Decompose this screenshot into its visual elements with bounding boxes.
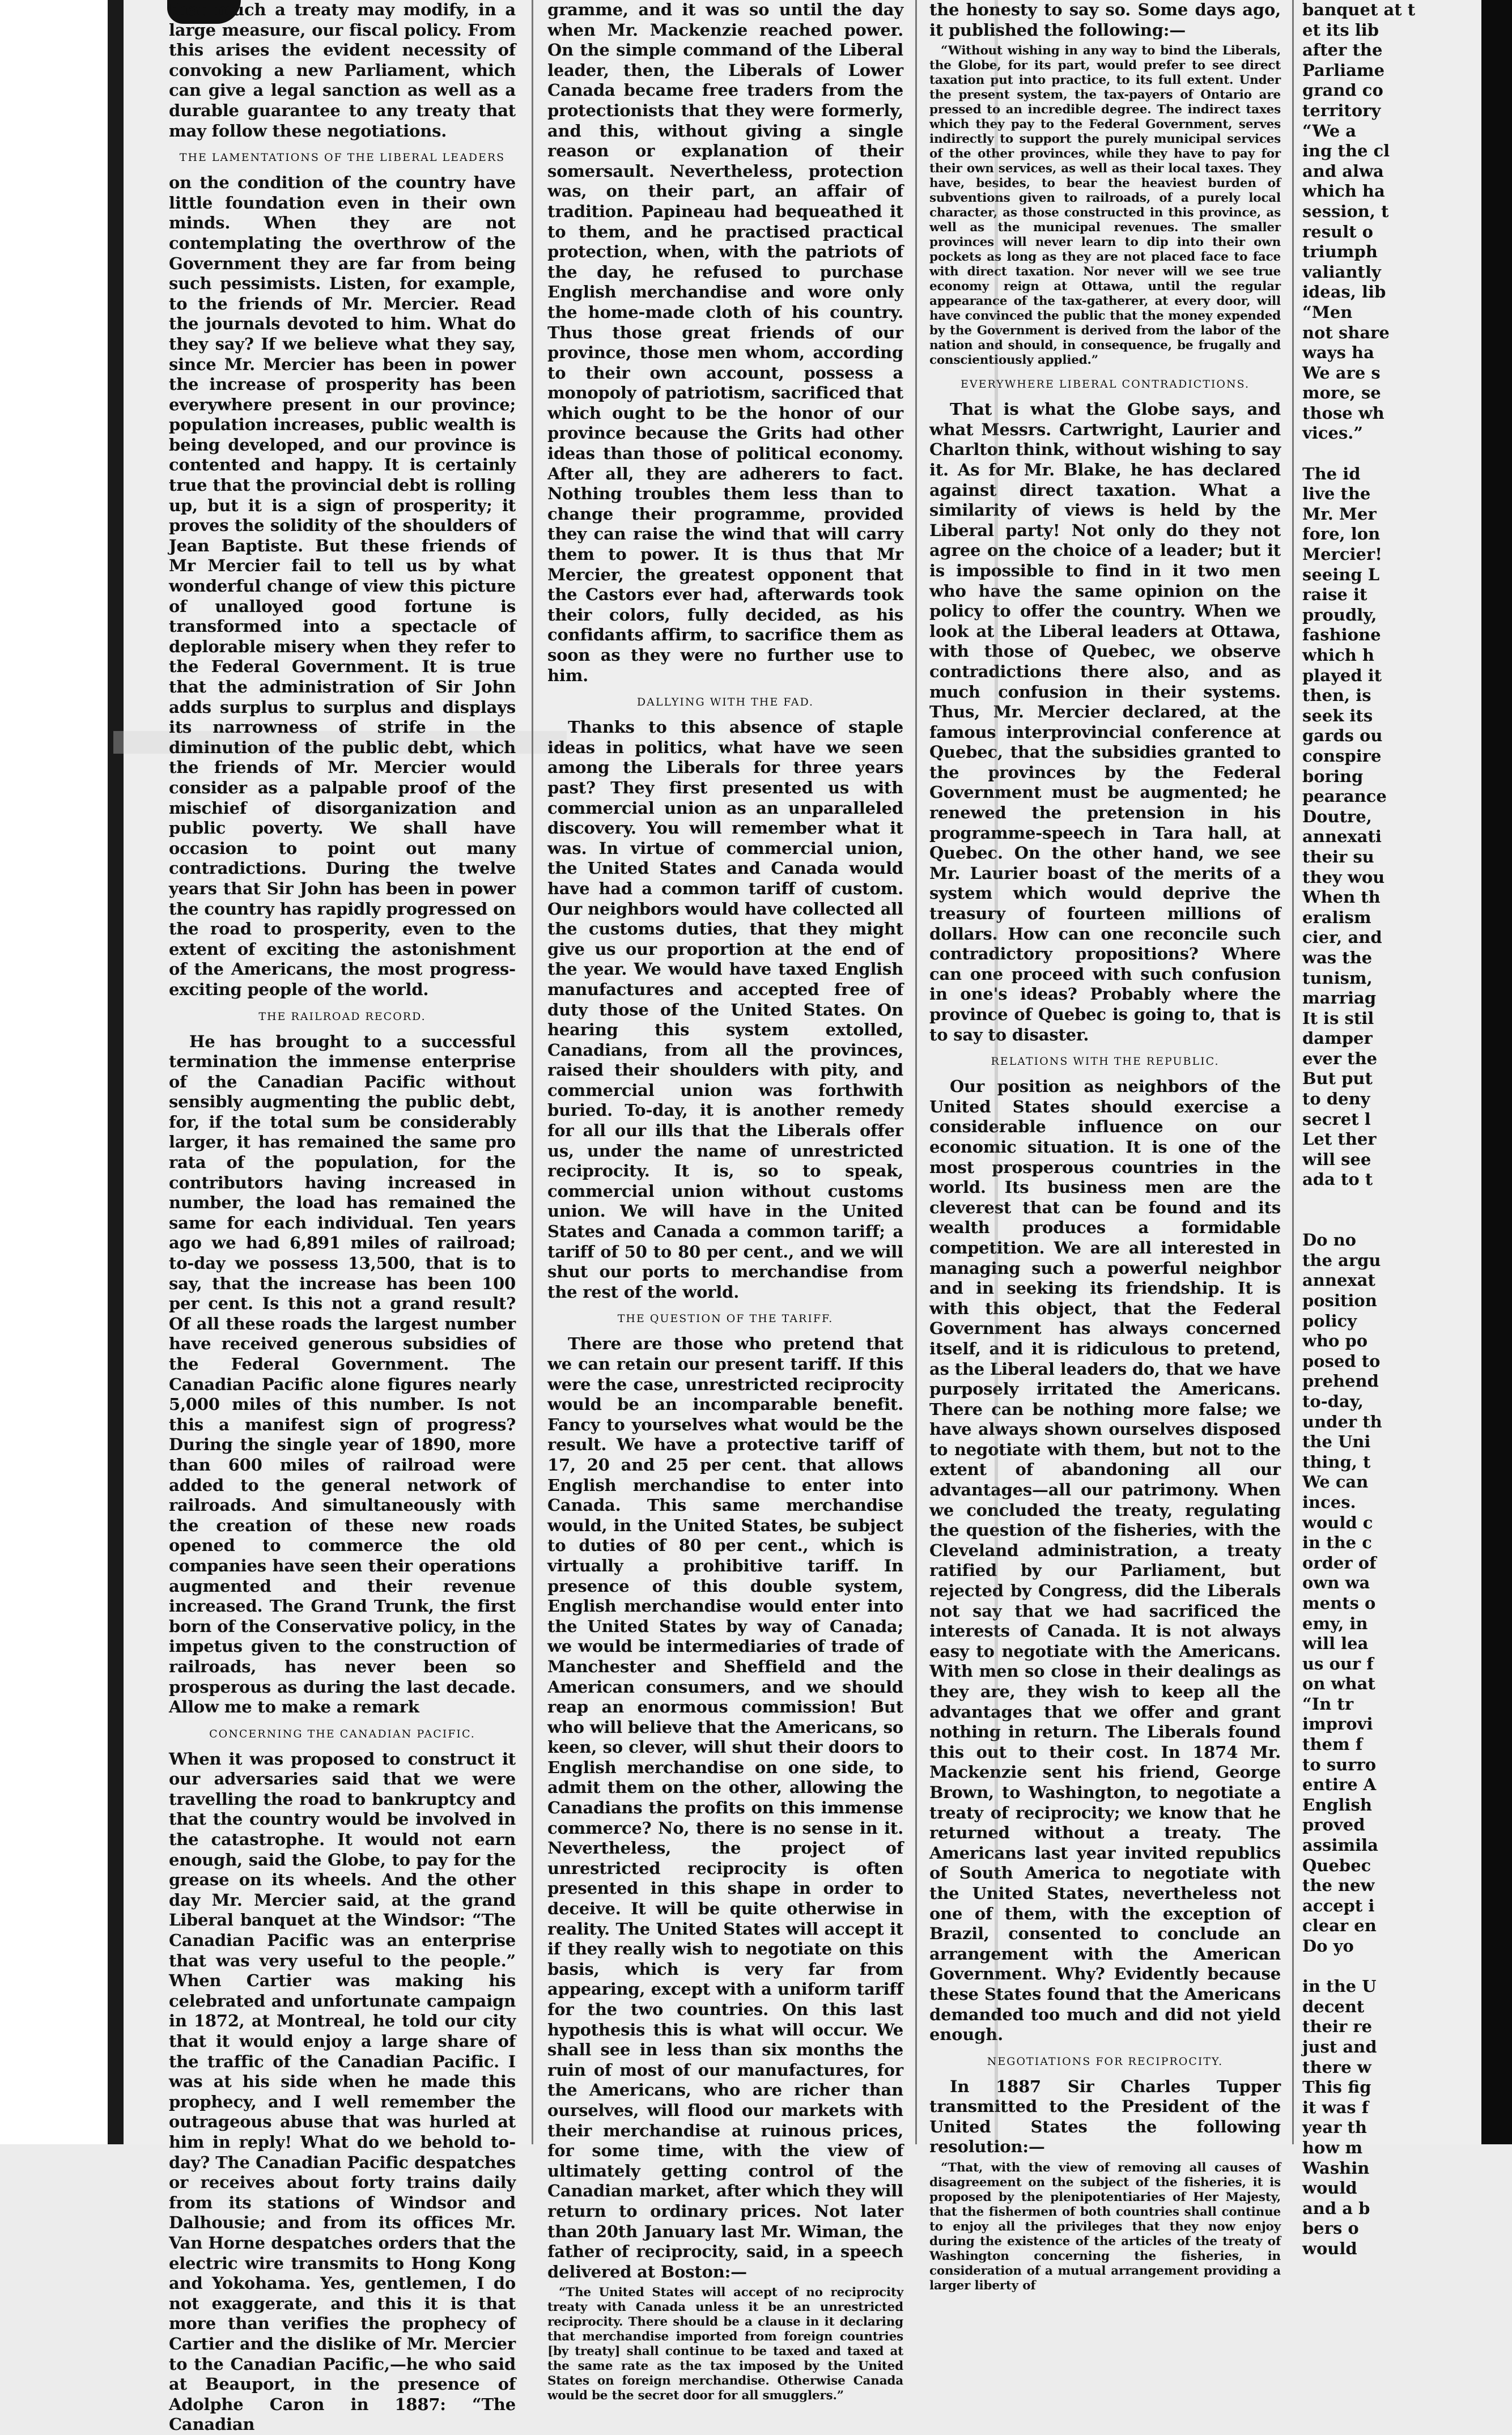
truncated-line: and alwa xyxy=(1302,161,1384,181)
truncated-line: result o xyxy=(1302,222,1373,241)
truncated-line: bers o xyxy=(1302,2219,1359,2238)
truncated-line: tunism, xyxy=(1302,968,1373,988)
truncated-line: triumph xyxy=(1302,242,1378,262)
truncated-line: those wh xyxy=(1302,403,1384,423)
section-heading: RELATIONS WITH THE REPUBLIC. xyxy=(991,1055,1220,1068)
truncated-line: the Uni xyxy=(1302,1432,1371,1452)
quoted-passage: “That, with the view of removing all causes of disagreement on the subject of the fisheries, it is proposed by the plenipotentiaries of Her Majesty, that the fishermen of both countries shall continue to enjoy all the privileges that they now enjoy during the existence of the articles of the treaty of Washington concerning the fisheries, in consideration of a mutual arrangement providing a larger liberty of xyxy=(929,2161,1281,2293)
truncated-line: under th xyxy=(1302,1412,1382,1431)
truncated-line: It is stil xyxy=(1302,1008,1374,1028)
truncated-line: accept i xyxy=(1302,1896,1375,1915)
quoted-passage: “Without wishing in any way to bind the Liberals, the Globe, for its part, would prefer to see direct taxation put into practice, to its full extent. Under the present system, the tax-payers of Ontario are pressed to an incredible degree. The indirect taxes which they pay to the Federal Government, serves indirectly to support the purely municipal services of the other provinces, while they have to pay for their own services, as well as their local taxes. They have, besides, to bear the heaviest burden of subventions given to railroads, of a purely local character, as those constructed in this province, as well as the municipal revenues. The smaller provinces will never learn to dip into their own pockets as long as they are not placed face to face with direct taxation. Nor never will we see true economy reign at Ottawa, until the regular appearance of the tax-gatherer, at every door, will have convinced the public that the money expended by the Government is derived from the labor of the nation and should, in consequence, be frugally and conscientiously applied.” xyxy=(929,44,1281,368)
article-paragraph: There are those who pretend that we can retain our present tariff. If this were the case, unrestricted reciprocity would be an incomparable benefit. Fancy to yourselves what would be the result. We have a protective tariff of 17, 20 and 25 per cent. that allows English merchandise to enter into Canada. This same merchandise would, in the United States, be subject to duties of 80 per cent., which is virtually a prohibitive tariff. In presence of this double system, English merchandise would enter into the United States by way of Canada; we would be intermediaries of trade of Manchester and Sheffield and the American consumers, and we should reap an enormous commission! But who will believe that the Americans, so keen, so clever, will shut their doors to English merchandise on one side, to admit them on the other, allowing the Canadians the profits on this immense commerce? No, there is no sense in it. Nevertheless, the project of unrestricted reciprocity is often presented in this shape in order to deceive. It will be quite otherwise in reality. The United States will accept it if they really wish to negotiate on this basis, which is very far from appearing, except with a uniform tariff for the two countries. On this last hypothesis this is what will occur. We shall see in less than six months the ruin of most of our manufactures, for the Americans, who are richer than ourselves, will flood our markets with their merchandise at ruinous prices, for some time, with the view of ultimately getting control of the Canadian market, after which they will return to ordinary prices. Not later than 20th January last Mr. Wiman, the father of reciprocity, said, in a speech delivered at Boston:— xyxy=(547,1334,903,2281)
truncated-line: clear en xyxy=(1302,1916,1377,1936)
truncated-line: secret l xyxy=(1302,1109,1371,1129)
truncated-line: it was f xyxy=(1302,2097,1369,2117)
truncated-line: just and xyxy=(1302,2037,1377,2056)
truncated-line: thing, t xyxy=(1302,1452,1371,1472)
truncated-line: session, t xyxy=(1302,201,1389,221)
truncated-line: to surro xyxy=(1302,1754,1377,1774)
truncated-line: then, is xyxy=(1302,686,1371,706)
truncated-line: inces. xyxy=(1302,1492,1356,1512)
truncated-line: which h xyxy=(1302,645,1374,665)
truncated-line: eralism xyxy=(1302,907,1371,927)
truncated-line: Mr. Mer xyxy=(1302,504,1377,524)
truncated-line: played it xyxy=(1302,665,1382,685)
truncated-line: there w xyxy=(1302,2057,1371,2077)
truncated-line: and a b xyxy=(1302,2198,1370,2218)
truncated-line: This fig xyxy=(1302,2077,1371,2097)
truncated-line: will lea xyxy=(1302,1634,1369,1654)
truncated-line: We can xyxy=(1302,1472,1369,1492)
truncated-line: Let ther xyxy=(1302,1129,1377,1149)
truncated-line: cier, and xyxy=(1302,928,1382,947)
truncated-line: seeing L xyxy=(1302,564,1380,584)
article-paragraph: Our position as neighbors of the United States should exercise a considerable influence on our economic situation. It is one of the most prosperous countries in the world. Its business men are the cleverest that can be found and its wealth produces a formidable competition. We are all interested in managing such a powerful neighbor and in seeking its friendship. It is with this object, that the Federal Government has always concerned itself, and it is ridiculous to pretend, as the Liberal leaders do, that we have purposely irritated the Americans. There can be nothing more false; we have always shown ourselves disposed to negotiate with them, but not to the extent of abandoning all our advantages—all our patrimony. When we concluded the treaty, regulating the question of the fisheries, with the Cleveland administration, a treaty ratified by our Parliament, but rejected by Congress, did the Liberals not say that we had sacrificed the interests of Canada. It is not always easy to negotiate with the Americans. With men so close in their dealings as they are, they wish to keep all the advantages that we offer and grant nothing in return. The Liberals found this out to their cost. In 1874 Mr. Mackenzie sent his friend, George Brown, to Washington, to negotiate a treaty of reciprocity; we know that he returned without a treaty. The Americans last year invited republics of South America to negotiate with the United States, nevertheless not one of them, with the exception of Brazil, consented to conclude an arrangement with the American Government. Why? Evidently because these States found that the Americans demanded too much and did not yield enough. xyxy=(929,1077,1281,2045)
article-paragraph: the honesty to say so. Some days ago, it published the following:— xyxy=(929,0,1281,40)
truncated-line: gards ou xyxy=(1302,726,1383,746)
column-rule xyxy=(1292,0,1294,2144)
truncated-line: order of xyxy=(1302,1553,1377,1573)
truncated-line: entire A xyxy=(1302,1775,1377,1795)
truncated-line: decent xyxy=(1302,1996,1365,2016)
truncated-line: Washin xyxy=(1302,2158,1370,2178)
truncated-line: pearance xyxy=(1302,787,1387,806)
truncated-line: ideas, lib xyxy=(1302,282,1386,302)
column-1 xyxy=(169,0,516,2434)
truncated-line: their su xyxy=(1302,847,1374,866)
truncated-line: conspire xyxy=(1302,746,1382,766)
section-heading: EVERYWHERE LIBERAL CONTRADICTIONS. xyxy=(960,378,1250,391)
truncated-line: “In tr xyxy=(1302,1694,1354,1714)
truncated-line: Quebec xyxy=(1302,1855,1371,1875)
truncated-line: ways ha xyxy=(1302,343,1374,363)
truncated-line: policy xyxy=(1302,1311,1357,1331)
column-2 xyxy=(547,0,903,2403)
truncated-line: improvi xyxy=(1302,1714,1373,1734)
article-paragraph: gramme, and it was so until the day when Mr. Mackenzie reached power. On the simple command of the Liberal leader, then, the Liberals of Lower Canada became free traders from the protectionists that they were formerly, and this, without giving a single reason or explanation of their somersault. Nevertheless, protection was, on their part, an affair of tradition. Papineau had bequeathed it to them, and he practised practical protection, when, with the patriots of the day, he refused to purchase English merchandise and wore only the home-made cloth of his country. Thus those great friends of our province, those men whom, according to their own account, possess a monopoly of patriotism, sacrificed that which ought to be the honor of our province because the Grits had other ideas than those of political economy. After all, they are adherers to fact. Nothing troubles them less than to change their programme, provided they can raise the wind that will carry them to power. It is thus that Mr Mercier, the greatest opponent that the Castors ever had, afterwards took their colors, fully decided, as his confidants affirm, to sacrifice them as soon as they were no further use to him. xyxy=(547,0,903,685)
truncated-line: annexat xyxy=(1302,1270,1375,1290)
truncated-line: ever the xyxy=(1302,1048,1378,1068)
truncated-line: position xyxy=(1302,1291,1377,1310)
truncated-line: live the xyxy=(1302,484,1371,504)
truncated-line: vices.” xyxy=(1302,423,1364,443)
truncated-line: Do no xyxy=(1302,1230,1357,1250)
truncated-line: year th xyxy=(1302,2118,1367,2137)
column-rule xyxy=(532,0,533,2144)
truncated-line: would c xyxy=(1302,1512,1373,1532)
truncated-line: When th xyxy=(1302,887,1381,907)
section-heading: DALLYING WITH THE FAD. xyxy=(636,696,814,709)
truncated-line: on what xyxy=(1302,1674,1375,1694)
column-4-fragment xyxy=(1302,0,1483,2258)
truncated-line: would xyxy=(1302,2238,1357,2258)
article-paragraph: on the condition of the country have little foundation even in their own minds. When they are not contemplating the overthrow of the Government they are far from being such pessimists. Listen, for example, to the friends of Mr. Mercier. Read the journals devoted to him. What do they say? If we believe what they say, since Mr. Mercier has been in power the increase of prosperity has been everywhere present in our province; population increases, public wealth is being developed, and our province is contented and happy. It is certainly true that the provincial debt is rolling up, but it is a sign of prosperity; it proves the solidity of the shoulders of Jean Baptiste. But these friends of Mr Mercier fail to tell us by what wonderful change of view this picture of unalloyed good fortune is transformed into a spectacle of deplorable misery when they refer to the Federal Government. It is true that the administration of Sir John adds surplus to surplus and displays its narrowness of strife in the diminution of the public debt, which the friends of Mr. Mercier would consider as a palpable proof of the mischief of disorganization and public poverty. We shall have occasion to point out many contradictions. During the twelve years that Sir John has been in power the country has rapidly progressed on the road to prosperity, even to the extent of exciting the astonishment of the Americans, the most progress-exciting people of the world. xyxy=(169,173,516,999)
section-heading: THE LAMENTATIONS OF THE LIBERAL LEADERS xyxy=(179,151,506,164)
truncated-line: after the xyxy=(1302,40,1383,60)
truncated-line: The id xyxy=(1302,464,1361,483)
scan-binding-strip xyxy=(108,0,124,2144)
truncated-line: “Men xyxy=(1302,302,1353,322)
column-rule xyxy=(915,0,917,2144)
truncated-line: Parliame xyxy=(1302,60,1385,80)
article-paragraph: Thanks to this absence of staple ideas in politics, what have we seen among the Liberals for three years past? They first presented us with commercial union as an unparalleled discovery. You will remember what it was. In virtue of commercial union, the United States and Canada would have had a common tariff of custom. Our neighbors would have collected all the customs duties, that they might give us our proportion at the end of the year. We would have taxed English manufactures and accepted free of duty those of the United States. On hearing this system extolled, Canadians, from all the provinces, raised their shoulders with pity, and commercial union was forthwith buried. To-day, it is another remedy for all our ills that the Liberals offer us, under the name of unrestricted reciprocity. It is, so to speak, commercial union without customs union. We will have in the United States and Canada a common tariff; a tariff of 50 to 80 per cent., and we will shut our ports to merchandise from the rest of the world. xyxy=(547,717,903,1302)
truncated-line: to-day, xyxy=(1302,1391,1364,1411)
truncated-line: posed to xyxy=(1302,1351,1381,1371)
truncated-line xyxy=(1302,1190,1483,1210)
truncated-line: was the xyxy=(1302,947,1373,967)
truncated-line: raise it xyxy=(1302,585,1367,605)
truncated-line: them f xyxy=(1302,1735,1363,1754)
truncated-line: et its lib xyxy=(1302,20,1379,40)
truncated-line: banquet at t xyxy=(1302,0,1416,19)
article-paragraph: When it was proposed to construct it our adversaries said that we were travelling the road to bankruptcy and that the country would be involved in the catastrophe. It would not earn enough, said the Globe, to pay for the grease on its wheels. And the other day Mr. Mercier said, at the grand Liberal banquet at the Windsor: “The Canadian Pacific was an enterprise that was very useful to the people.” When Cartier was making his celebrated and unfortunate campaign in 1872, at Montreal, he told our city that it would enjoy a large share of the traffic of the Canadian Pacific. I was at his side when he made this prophecy, and I well remember the outrageous abuse that was hurled at him in reply! What do we behold to-day? The Canadian Pacific despatches or receives about forty trains daily from its stations of Windsor and Dalhousie; and from its offices Mr. Van Horne despatches orders that the electric wire transmits to Hong Kong and Yokohama. Yes, gentlemen, I do not exaggerate, and this it is that more than verifies the prophecy of Cartier and the dislike of Mr. Mercier to the Canadian Pacific,—he who said at Beauport, in the presence of Adolphe Caron in 1887: “The Canadian xyxy=(169,1749,516,2434)
truncated-line: ada to t xyxy=(1302,1170,1373,1189)
quoted-passage: “The United States will accept of no reciprocity treaty with Canada unless it be an unrestricted reciprocity. There should be a clause in it declaring that merchandise imported from foreign countries [by treaty] shall continue to be taxed and taxed at the same rate as the tax imposed by the United States on foreign merchandise. Otherwise Canada would be the secret door for all smugglers.” xyxy=(547,2285,903,2403)
truncated-line: “We a xyxy=(1302,121,1357,141)
truncated-line: seek its xyxy=(1302,706,1373,725)
truncated-line: more, se xyxy=(1302,383,1381,403)
truncated-line: fore, lon xyxy=(1302,524,1381,544)
truncated-line: English xyxy=(1302,1795,1372,1814)
truncated-line: boring xyxy=(1302,766,1364,786)
truncated-line: in the c xyxy=(1302,1533,1372,1553)
truncated-line: they wou xyxy=(1302,867,1385,887)
truncated-line: in the U xyxy=(1302,1977,1377,1996)
truncated-line: the new xyxy=(1302,1876,1375,1896)
truncated-line: annexati xyxy=(1302,827,1382,847)
truncated-line: emy, in xyxy=(1302,1613,1368,1633)
truncated-line: the argu xyxy=(1302,1250,1381,1270)
truncated-line: proudly, xyxy=(1302,605,1377,624)
article-paragraph: He has brought to a successful termination the immense enterprise of the Canadian Pacific without sensibly augmenting the public debt, for, if the total sum be considerably larger, it has remained the same pro rata of the population, for the contributors having increased in number, the load has remained the same for each individual. Ten years ago we had 6,891 miles of railroad; to-day we possess 13,500, that is to say, that the increase has been 100 per cent. Is this not a grand result? Of all these roads the largest number have received generous subsidies of the Federal Government. The Canadian Pacific alone figures nearly 5,000 miles of this number. Is not this a manifest sign of progress? During the single year of 1890, more than 600 miles of railroad were added to the general network of railroads. And simultaneously with the creation of these new roads opened to commerce the old companies have seen their operations augmented and their revenue increased. The Grand Trunk, the first born of the Conservative policy, in the impetus given to the construction of railroads, has never been so prosperous as during the last decade. Allow me to make a remark xyxy=(169,1031,516,1717)
truncated-line: to deny xyxy=(1302,1089,1370,1109)
truncated-line: who po xyxy=(1302,1331,1368,1351)
article-paragraph: That is what the Globe says, and what Messrs. Cartwright, Laurier and Charlton think, without wishing to say it. As for Mr. Blake, he has declared against direct taxation. What a similarity of views is held by the Liberal party! Not only do they not agree on the choice of a leader; but it is impossible to find in it two men who have the same opinion on the policy to offer the country. When we look at the Liberal leaders at Ottawa, with those of Quebec, we observe contradictions there also, and as much confusion in their systems. Thus, Mr. Mercier declared, at the famous interprovincial conference at Quebec, that the subsidies granted to the provinces by the Federal Government must be augmented; he renewed the pretension in his programme-speech in Tara hall, at Quebec. On the other hand, we see Mr. Laurier boast of the merits of a system which would deprive the treasury of fourteen millions of dollars. How can one reconcile such contradictory propositions? Where can one proceed with such confusion in one's ideas? Probably where the province of Quebec is going to, that is to say to disaster. xyxy=(929,400,1281,1044)
truncated-line: fashione xyxy=(1302,625,1381,645)
section-heading: CONCERNING THE CANADIAN PACIFIC. xyxy=(209,1727,475,1740)
truncated-line: us our f xyxy=(1302,1654,1374,1673)
truncated-line: how m xyxy=(1302,2137,1363,2157)
truncated-line: prehend xyxy=(1302,1371,1379,1391)
truncated-line xyxy=(1302,1210,1483,1231)
truncated-line: will see xyxy=(1302,1149,1371,1169)
section-heading: THE RAILROAD RECORD. xyxy=(258,1010,426,1023)
truncated-line: Doutre, xyxy=(1302,806,1372,826)
column-3 xyxy=(929,0,1281,2293)
section-heading: NEGOTIATIONS FOR RECIPROCITY. xyxy=(987,2055,1224,2068)
truncated-line: would xyxy=(1302,2178,1357,2198)
truncated-line xyxy=(1302,1957,1483,1977)
truncated-line: grand co xyxy=(1302,80,1383,100)
page-fold-shadow xyxy=(995,0,998,2144)
truncated-line: ing the cl xyxy=(1302,141,1390,161)
truncated-line: Do yo xyxy=(1302,1936,1354,1956)
scan-left-margin xyxy=(0,0,116,2144)
scan-right-edge xyxy=(1481,0,1512,2144)
truncated-line: marriag xyxy=(1302,988,1377,1008)
truncated-line: valiantly xyxy=(1302,262,1381,282)
article-paragraph: In 1887 Sir Charles Tupper transmitted to the President of the United States the following resolution:— xyxy=(929,2076,1281,2157)
truncated-line: We are s xyxy=(1302,363,1381,383)
truncated-line: which ha xyxy=(1302,181,1385,201)
truncated-line: not share xyxy=(1302,322,1390,342)
truncated-line: Mercier! xyxy=(1302,545,1382,564)
section-heading: THE QUESTION OF THE TARIFF. xyxy=(617,1312,834,1325)
truncated-line: territory xyxy=(1302,100,1381,120)
truncated-line: damper xyxy=(1302,1029,1373,1048)
truncated-line: their re xyxy=(1302,2017,1373,2037)
truncated-line xyxy=(1302,444,1483,464)
article-paragraph: that much a treaty may modify, in a large measure, our fiscal policy. From this arises the evident necessity of convoking a new Parliament, which can give a legal sanction as well as a durable guarantee to any treaty that may follow these negotiations. xyxy=(169,0,516,141)
truncated-line: assimila xyxy=(1302,1835,1378,1855)
truncated-line: But put xyxy=(1302,1069,1373,1089)
truncated-line: own wa xyxy=(1302,1573,1370,1593)
truncated-line: proved xyxy=(1302,1815,1365,1835)
truncated-line: ments o xyxy=(1302,1593,1376,1613)
